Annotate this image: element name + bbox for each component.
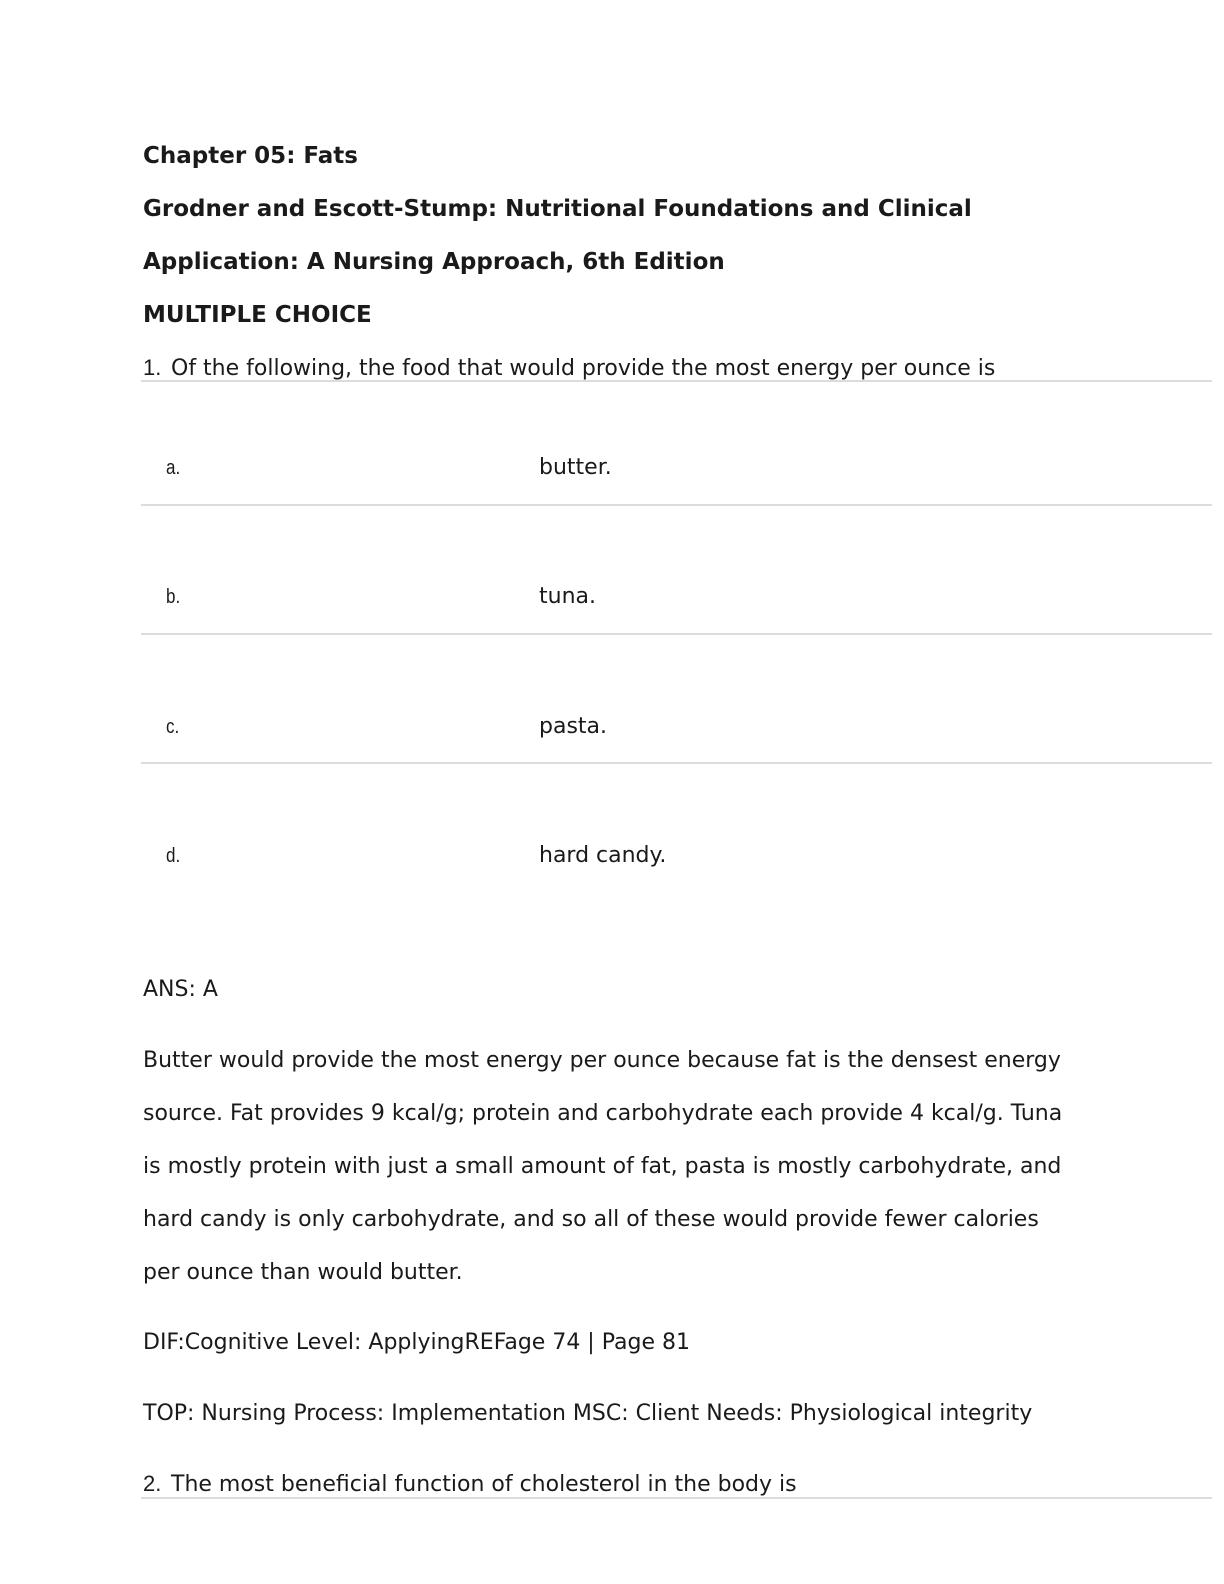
divider [141, 504, 1212, 506]
option-letter-b: b. [166, 586, 181, 608]
chapter-title: Chapter 05: Fats [143, 143, 358, 169]
option-text-b: tuna. [539, 584, 596, 609]
topic-client-needs: TOP: Nursing Process: Implementation MSC: Client Needs: Physiological integrity [143, 1401, 1033, 1426]
question-text: Of the following, the food that would provide the most energy per ounce is [171, 356, 996, 381]
book-title-line-2: Application: A Nursing Approach, 6th Edition [143, 249, 725, 275]
section-heading: MULTIPLE CHOICE [143, 302, 372, 328]
option-text-d: hard candy. [539, 843, 667, 868]
option-letter-a: a. [166, 457, 181, 479]
option-letter-c: c. [166, 716, 180, 738]
question-number: 2. [143, 1471, 162, 1496]
divider [141, 762, 1212, 764]
difficulty-reference: DIF:Cognitive Level: ApplyingREFage 74 | Page 81 [143, 1330, 690, 1355]
answer-key: ANS: A [143, 977, 218, 1002]
option-text-a: butter. [539, 455, 612, 480]
question-2 [143, 1469, 797, 1500]
rationale-paragraph: Butter would provide the most energy per ounce because fat is the densest energy source. Fat provides 9 kcal/g; protein and carbohydrate each provide 4 kcal/g. Tuna is mostly protein with just a small amount of fat, pasta is mostly carbohydrate, and hard candy is only carbohydrate, and so all of these would provide fewer calories per ounce than would butter. [143, 1048, 1063, 1285]
divider [141, 1497, 1212, 1499]
option-letter-d: d. [166, 845, 181, 867]
option-text-c: pasta. [539, 714, 608, 739]
book-title-line-1: Grodner and Escott-Stump: Nutritional Foundations and Clinical [143, 196, 972, 222]
divider [141, 633, 1212, 635]
question-text: The most beneficial function of cholesterol in the body is [171, 1472, 797, 1497]
question-number: 1. [143, 355, 162, 380]
divider [141, 380, 1212, 382]
